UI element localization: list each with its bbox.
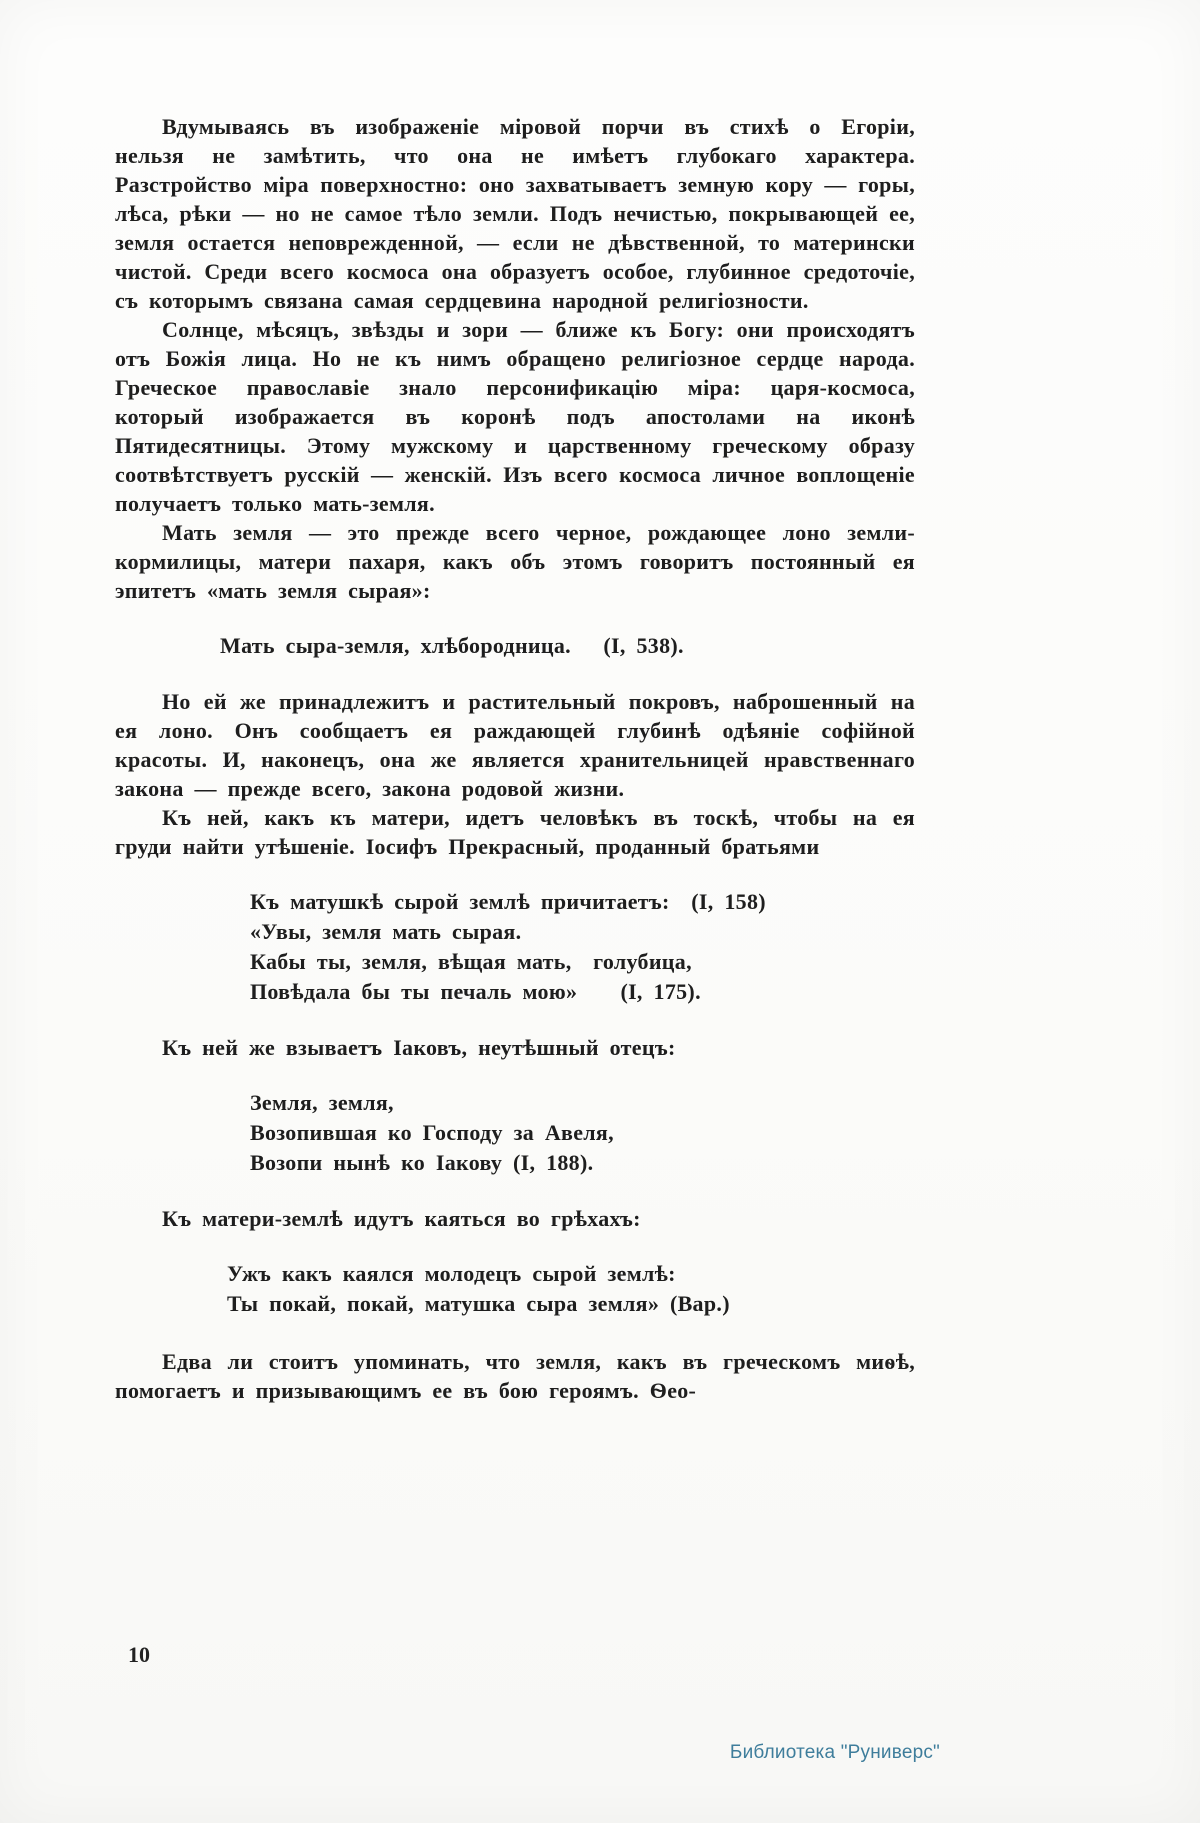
verse-quote: [250, 887, 915, 1007]
paragraph: Къ матери-землѣ идутъ каяться во грѣхахъ:: [162, 1206, 641, 1231]
verse-quote: [227, 1259, 915, 1319]
verse-quote: [250, 1088, 915, 1178]
page-number: 10: [128, 1642, 150, 1667]
verse-line: «Увы, земля мать сырая.: [250, 919, 522, 944]
paragraph: Къ ней же взываетъ Іаковъ, неутѣшный отецъ:: [162, 1035, 676, 1060]
verse-line: Ужъ какъ каялся молодецъ сырой землѣ:: [227, 1261, 676, 1286]
verse-line: Кабы ты, земля, вѣщая мать, голубица,: [250, 949, 692, 974]
verse-line: Къ матушкѣ сырой землѣ причитаетъ: (I, 158): [250, 889, 766, 914]
paragraph: Солнце, мѣсяцъ, звѣзды и зори — ближе къ Богу: они происходятъ отъ Божія лица. Но не къ нимъ обращено религіозное сердце народа. Греческое православіе знало персонификацію міра: царя-космоса, который изображается въ коронѣ подъ апостолами на иконѣ Пятидесятницы. Этому мужскому и царственному греческому образу соотвѣтствуетъ русскій — женскій. Изъ всего космоса личное воплощеніе получаетъ только мать-земля.: [115, 317, 915, 516]
verse-quote: [220, 631, 915, 661]
verse-line: Возопи нынѣ ко Іакову (I, 188).: [250, 1150, 594, 1175]
verse-line: Возопившая ко Господу за Авеля,: [250, 1120, 614, 1145]
verse-line: Повѣдала бы ты печаль мою» (I, 175).: [250, 979, 701, 1004]
verse-line: Земля, земля,: [250, 1090, 394, 1115]
paragraph: Но ей же принадлежитъ и растительный покровъ, наброшенный на ея лоно. Онъ сообщаетъ ея раждающей глубинѣ одѣяніе софійной красоты. И, наконецъ, она же является хранительницей нравственнаго закона — прежде всего, закона родовой жизни.: [115, 689, 915, 801]
paragraph: Къ ней, какъ къ матери, идетъ человѣкъ въ тоскѣ, чтобы на ея груди найти утѣшеніе. Іосифъ Прекрасный, проданный братьями: [115, 805, 915, 859]
library-watermark: Библиотека "Руниверс": [729, 1742, 940, 1763]
verse-line: Мать сыра-земля, хлѣбородница. (I, 538).: [220, 633, 684, 658]
verse-line: Ты покай, покай, матушка сыра земля» (Вар.): [227, 1291, 730, 1316]
text-block: [115, 112, 915, 1405]
paragraph: Вдумываясь въ изображеніе міровой порчи въ стихѣ о Егоріи, нельзя не замѣтить, что она не имѣетъ глубокаго характера. Разстройство міра поверхностно: оно захватываетъ земную кору — горы, лѣса, рѣки — но не самое тѣло земли. Подъ нечистью, покрывающей ее, земля остается неповрежденной, — если не дѣвственной, то матерински чистой. Среди всего космоса она образуетъ особое, глубинное средоточіе, съ которымъ связана самая сердцевина народной религіозности.: [115, 114, 915, 313]
paragraph: Мать земля — это прежде всего черное, рождающее лоно земли-кормилицы, матери пахаря, какъ объ этомъ говоритъ постоянный ея эпитетъ «мать земля сырая»:: [115, 520, 915, 603]
paragraph: Едва ли стоитъ упоминать, что земля, какъ въ греческомъ миѳѣ, помогаетъ и призывающимъ ее въ бою героямъ. Ѳео-: [115, 1349, 915, 1403]
